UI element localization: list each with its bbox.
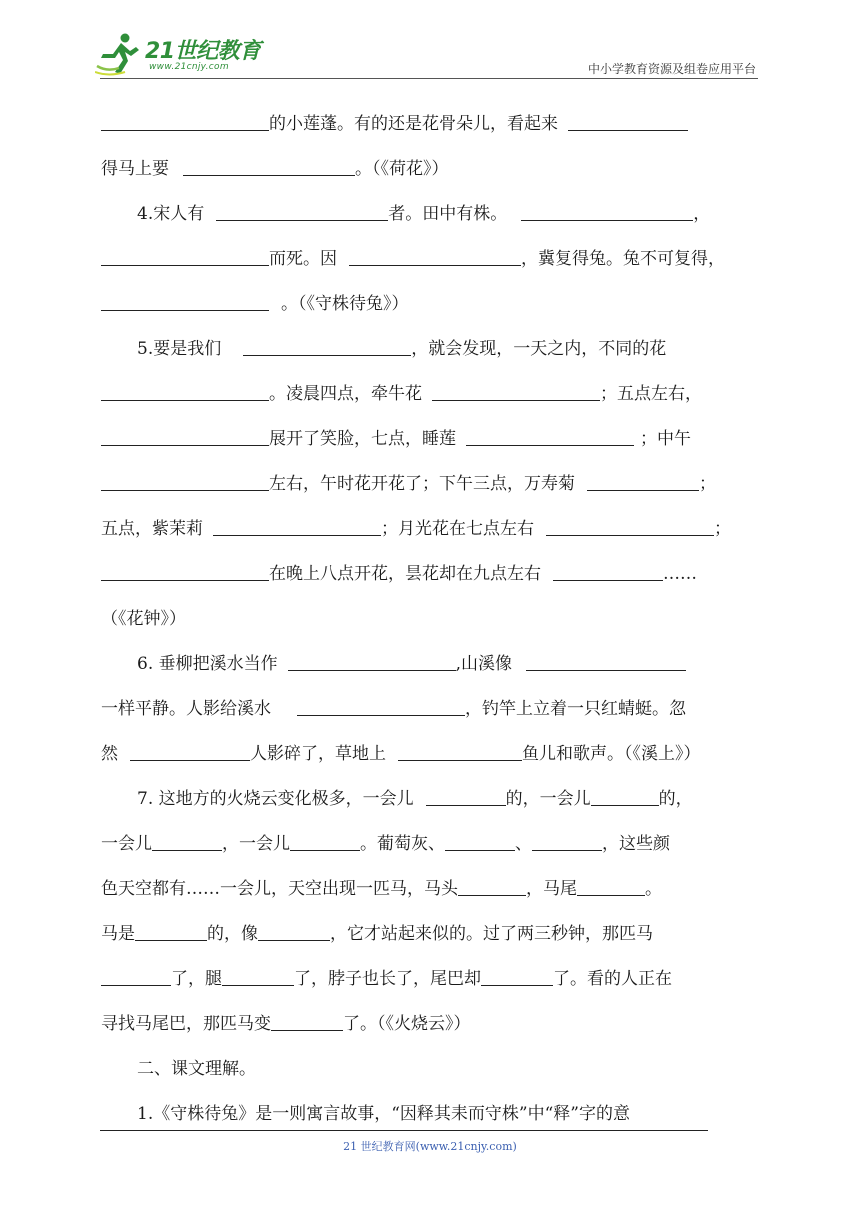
text-line: 一会儿 ，一会儿 。葡萄灰、 、 ，这些颜 <box>101 834 670 854</box>
fill-blank[interactable] <box>101 264 269 266</box>
platform-title: 中小学教育资源及组卷应用平台 <box>587 62 756 76</box>
fill-blank[interactable] <box>288 669 456 671</box>
text-line: 1.《守株待兔》是一则寓言故事，“因释其耒而守株”中“释”字的意 <box>137 1104 630 1124</box>
section-heading: 二、课文理解。 <box>137 1059 256 1079</box>
text-line: 五点，紫茉莉 ；月光花在七点左右 ； <box>101 519 731 539</box>
fill-blank[interactable] <box>521 219 693 221</box>
text-line: （《花钟》） <box>101 609 186 629</box>
text-line: 一样平静。人影给溪水 ，钓竿上立着一只红蜻蜓。忽 <box>101 699 686 719</box>
fill-blank[interactable] <box>130 759 250 761</box>
header-rule <box>100 78 758 79</box>
fill-blank[interactable] <box>553 579 663 581</box>
fill-blank[interactable] <box>466 444 634 446</box>
fill-blank[interactable] <box>591 804 659 806</box>
text-line: 4.宋人有 者。田中有株。 ， <box>137 204 711 224</box>
fill-blank[interactable] <box>101 444 269 446</box>
fill-blank[interactable] <box>101 309 269 311</box>
fill-blank[interactable] <box>432 399 600 401</box>
text-line: 色天空都有……一会儿，天空出现一匹马，马头 ，马尾 。 <box>101 879 662 899</box>
fill-blank[interactable] <box>532 849 602 851</box>
fill-blank[interactable] <box>213 534 381 536</box>
fill-blank[interactable] <box>152 849 222 851</box>
running-figure-icon <box>95 32 143 76</box>
fill-blank[interactable] <box>271 1029 343 1031</box>
text-line: 。（《守株待兔》） <box>101 282 761 327</box>
text-line: 了，腿 了，脖子也长了，尾巴却 了。看的人正在 <box>101 957 761 1002</box>
fill-blank[interactable] <box>526 669 686 671</box>
fill-blank[interactable] <box>481 984 553 986</box>
fill-blank[interactable] <box>101 129 269 131</box>
logo-url: www.21cnjy.com <box>149 62 229 72</box>
text-line: 得马上要 。（《荷花》） <box>101 159 449 179</box>
text-line: 马是 的，像 ，它才站起来似的。过了两三秒钟，那匹马 <box>101 924 653 944</box>
fill-blank[interactable] <box>243 354 411 356</box>
text-line: 5.要是我们 ，就会发现，一天之内，不同的花 <box>137 339 667 359</box>
page-footer: 21 世纪教育网(www.21cnjy.com) <box>343 1140 517 1153</box>
text-line: 而死。因 ，冀复得兔。兔不可复得， <box>101 237 761 282</box>
fill-blank[interactable] <box>568 129 688 131</box>
text-line: 然 人影碎了，草地上 鱼儿和歌声。（《溪上》） <box>101 744 701 764</box>
fill-blank[interactable] <box>101 399 269 401</box>
text-line: 7. 这地方的火烧云变化极多，一会儿 的，一会儿 的， <box>137 789 693 809</box>
fill-blank[interactable] <box>183 174 355 176</box>
fill-blank[interactable] <box>445 849 515 851</box>
fill-blank[interactable] <box>458 894 526 896</box>
fill-blank[interactable] <box>290 849 360 851</box>
fill-blank[interactable] <box>135 939 207 941</box>
text-line: 展开了笑脸，七点，睡莲 ；中午 <box>101 417 761 462</box>
text-line: 左右，午时花开花了；下午三点，万寿菊 ； <box>101 462 761 507</box>
worksheet-body <box>101 102 761 1137</box>
logo-text: 21世纪教育 <box>145 39 261 64</box>
text-line: 寻找马尾巴，那匹马变 了。（《火烧云》） <box>101 1014 471 1034</box>
fill-blank[interactable] <box>258 939 330 941</box>
fill-blank[interactable] <box>297 714 465 716</box>
text-line: 的小莲蓬。有的还是花骨朵儿，看起来 <box>101 102 761 147</box>
fill-blank[interactable] <box>546 534 714 536</box>
text-line: 。凌晨四点，牵牛花 ；五点左右， <box>101 372 761 417</box>
fill-blank[interactable] <box>577 894 645 896</box>
site-logo <box>95 32 265 78</box>
fill-blank[interactable] <box>587 489 699 491</box>
text-line: 在晚上八点开花，昙花却在九点左右 …… <box>101 552 761 597</box>
fill-blank[interactable] <box>101 579 269 581</box>
fill-blank[interactable] <box>101 489 269 491</box>
fill-blank[interactable] <box>426 804 506 806</box>
fill-blank[interactable] <box>216 219 388 221</box>
fill-blank[interactable] <box>398 759 522 761</box>
footer-rule <box>100 1130 708 1131</box>
fill-blank[interactable] <box>349 264 521 266</box>
fill-blank[interactable] <box>222 984 294 986</box>
page-header <box>0 0 860 80</box>
text-line: 6. 垂柳把溪水当作 ,山溪像 <box>101 642 761 687</box>
fill-blank[interactable] <box>101 984 171 986</box>
